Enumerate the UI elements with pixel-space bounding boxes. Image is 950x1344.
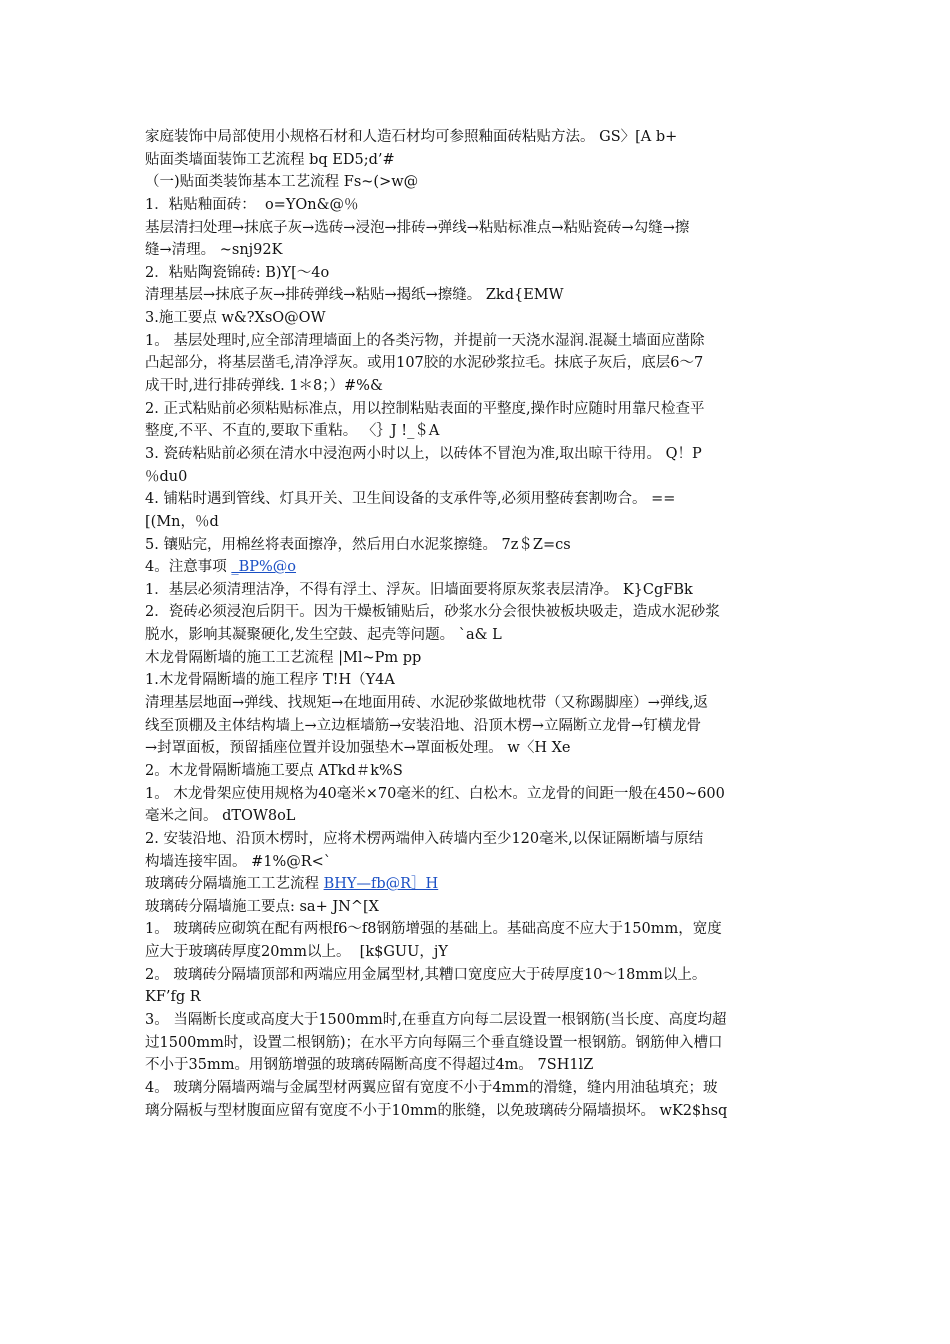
text-line — [145, 398, 815, 421]
text-line — [145, 534, 815, 557]
text-line — [145, 964, 815, 987]
text-line — [145, 805, 815, 828]
text-line — [145, 579, 815, 602]
text-line — [145, 217, 815, 240]
line-text: ％du0 — [145, 468, 188, 485]
line-text: 3。 当隔断长度或高度大于1500mm时,在垂直方向每二层设置一根钢筋(当长度、高度均超 — [145, 1011, 727, 1028]
text-line — [145, 149, 815, 172]
text-line — [145, 783, 815, 806]
line-text: 贴面类墙面装饰工艺流程 bq ED5;d’# — [145, 151, 395, 168]
line-text: 2．瓷砖必须浸泡后阴干。因为干燥板铺贴后，砂浆水分会很快被板块吸走，造成水泥砂浆 — [145, 604, 720, 621]
line-text: 2．粘贴陶瓷锦砖: B)Y[～4o — [145, 264, 330, 281]
line-text: 5. 镶贴完，用棉丝将表面擦净，然后用白水泥浆擦缝。 7z＄Z=cs — [145, 536, 571, 553]
text-line — [145, 737, 815, 760]
text-line — [145, 896, 815, 919]
line-text: 过1500mm时，设置二根钢筋)；在水平方向每隔三个垂直缝设置一根钢筋。钢筋伸入槽口 — [145, 1034, 723, 1051]
line-text: →封罩面板，预留插座位置并设加强垫木→罩面板处理。 w〈H Xe — [145, 740, 571, 757]
inline-link[interactable]: _BP%@o — [231, 559, 297, 576]
line-text: 1。 玻璃砖应砌筑在配有两根f6～f8钢筋增强的基础上。基础高度不应大于150mm，宽度 — [145, 921, 722, 938]
text-line — [145, 1077, 815, 1100]
line-text: 玻璃砖分隔墙施工工艺流程 — [145, 876, 324, 893]
text-line — [145, 941, 815, 964]
text-line — [145, 466, 815, 489]
text-line — [145, 647, 815, 670]
line-text: 1。 木龙骨架应使用规格为40毫米×70毫米的红、白松木。立龙骨的间距一般在450~600 — [145, 785, 725, 802]
text-line — [145, 828, 815, 851]
inline-link[interactable]: BHY—fb@R］H — [323, 876, 439, 893]
line-text: 4。 玻璃分隔墙两端与金属型材两翼应留有宽度不小于4mm的滑缝，缝内用油毡填充；玻 — [145, 1079, 718, 1096]
line-text: 2. 安装沿地、沿顶木楞时，应将术楞两端伸入砖墙内至少120毫米,以保证隔断墙与原结 — [145, 830, 704, 847]
text-line — [145, 692, 815, 715]
text-line — [145, 171, 815, 194]
text-line — [145, 986, 815, 1009]
line-text: （一)贴面类装饰基本工艺流程 Fs~(>w@ — [145, 174, 419, 191]
text-line — [145, 375, 815, 398]
text-line — [145, 760, 815, 783]
line-text: 2. 正式粘贴前必须粘贴标准点，用以控制粘贴表面的平整度,操作时应随时用靠尺检查平 — [145, 400, 705, 417]
text-line — [145, 511, 815, 534]
line-text: 3. 瓷砖粘贴前必须在清水中浸泡两小时以上，以砖体不冒泡为准,取出晾干待用。 Q！P — [145, 445, 702, 462]
text-line — [145, 443, 815, 466]
text-line — [145, 1054, 815, 1077]
line-text: 3.施工要点 w&?XsO@OW — [145, 310, 326, 327]
line-text: 应大于玻璃砖厚度20mm以上。 [k$GUU，jY — [145, 944, 448, 961]
line-text: 清理基层地面→弹线、找规矩→在地面用砖、水泥砂浆做地枕带（又称踢脚座）→弹线,返 — [145, 695, 709, 712]
text-line — [145, 420, 815, 443]
text-line — [145, 669, 815, 692]
document-body — [145, 126, 815, 1122]
line-text: 玻璃砖分隔墙施工要点: sa+ JN^[X — [145, 898, 379, 915]
line-text: 缝→清理。 ~snj92K — [145, 242, 283, 259]
line-text: KF’fg R — [145, 989, 201, 1006]
line-text: 4。注意事项 — [145, 559, 232, 576]
text-line — [145, 851, 815, 874]
text-line — [145, 307, 815, 330]
text-line — [145, 601, 815, 624]
text-line — [145, 1100, 815, 1123]
line-text: 1．基层必须清理洁净，不得有浮土、浮灰。旧墙面要将原灰浆表层清净。 K}CgFBk — [145, 581, 693, 598]
line-text: 凸起部分，将基层凿毛,清净浮灰。或用107胶的水泥砂浆拉毛。抹底子灰后，底层6～7 — [145, 355, 704, 372]
line-text: 清理基层→抹底子灰→排砖弹线→粘贴→揭纸→擦缝。 Zkd{EMW — [145, 287, 564, 304]
line-text: 整度,不平、不直的,要取下重粘。 〈｝J !_＄A — [145, 423, 440, 440]
text-line — [145, 330, 815, 353]
line-text: 1.木龙骨隔断墙的施工程序 T!H（Y4A — [145, 672, 395, 689]
text-line — [145, 556, 815, 579]
line-text: 1。 基层处理时,应全部清理墙面上的各类污物，并提前一天浇水湿润.混凝土墙面应凿除 — [145, 332, 705, 349]
line-text: 1．粘贴釉面砖： o=YOn&@％ — [145, 196, 359, 213]
line-text: 构墙连接牢固。 #1%@R<` — [145, 853, 332, 870]
line-text: 毫米之间。 dTOW8oL — [145, 808, 296, 825]
line-text: 木龙骨隔断墙的施工工艺流程 |Ml~Pm pp — [145, 649, 422, 666]
text-line — [145, 488, 815, 511]
line-text: [(Mn，％d — [145, 513, 219, 530]
text-line — [145, 126, 815, 149]
text-line — [145, 239, 815, 262]
text-line — [145, 284, 815, 307]
line-text: 家庭装饰中局部使用小规格石材和人造石材均可参照釉面砖粘贴方法。 GS〉[A b+ — [145, 129, 678, 145]
line-text: 2。 玻璃砖分隔墙顶部和两端应用金属型材,其糟口宽度应大于砖厚度10～18mm以上。 — [145, 966, 707, 983]
text-line — [145, 918, 815, 941]
text-lines — [145, 126, 815, 1122]
text-line — [145, 715, 815, 738]
text-line — [145, 352, 815, 375]
text-line — [145, 624, 815, 647]
text-line — [145, 1009, 815, 1032]
line-text: 线至顶棚及主体结构墙上→立边框墙筋→安装沿地、沿顶木楞→立隔断立龙骨→钉横龙骨 — [145, 717, 702, 734]
text-line — [145, 873, 815, 896]
line-text: 基层清扫处理→抹底子灰→选砖→浸泡→排砖→弹线→粘贴标准点→粘贴瓷砖→勾缝→擦 — [145, 219, 690, 236]
line-text: 不小于35mm。用钢筋增强的玻璃砖隔断高度不得超过4m。 7SH1lZ — [145, 1057, 594, 1074]
text-line — [145, 262, 815, 285]
text-line — [145, 1032, 815, 1055]
text-line — [145, 194, 815, 217]
line-text: 4. 铺粘时遇到管线、灯具开关、卫生间设备的支承件等,必须用整砖套割吻合。 == — [145, 491, 676, 508]
line-text: 2。木龙骨隔断墙施工要点 ATkd＃k%S — [145, 762, 403, 779]
line-text: 璃分隔板与型材腹面应留有宽度不小于10mm的胀缝，以免玻璃砖分隔墙损坏。 wK2$hsq — [145, 1102, 728, 1119]
line-text: 脱水，影响其凝聚硬化,发生空鼓、起壳等问题。 `a& L — [145, 627, 502, 644]
line-text: 成干时,进行排砖弹线. 1＊8；）#%& — [145, 378, 383, 395]
